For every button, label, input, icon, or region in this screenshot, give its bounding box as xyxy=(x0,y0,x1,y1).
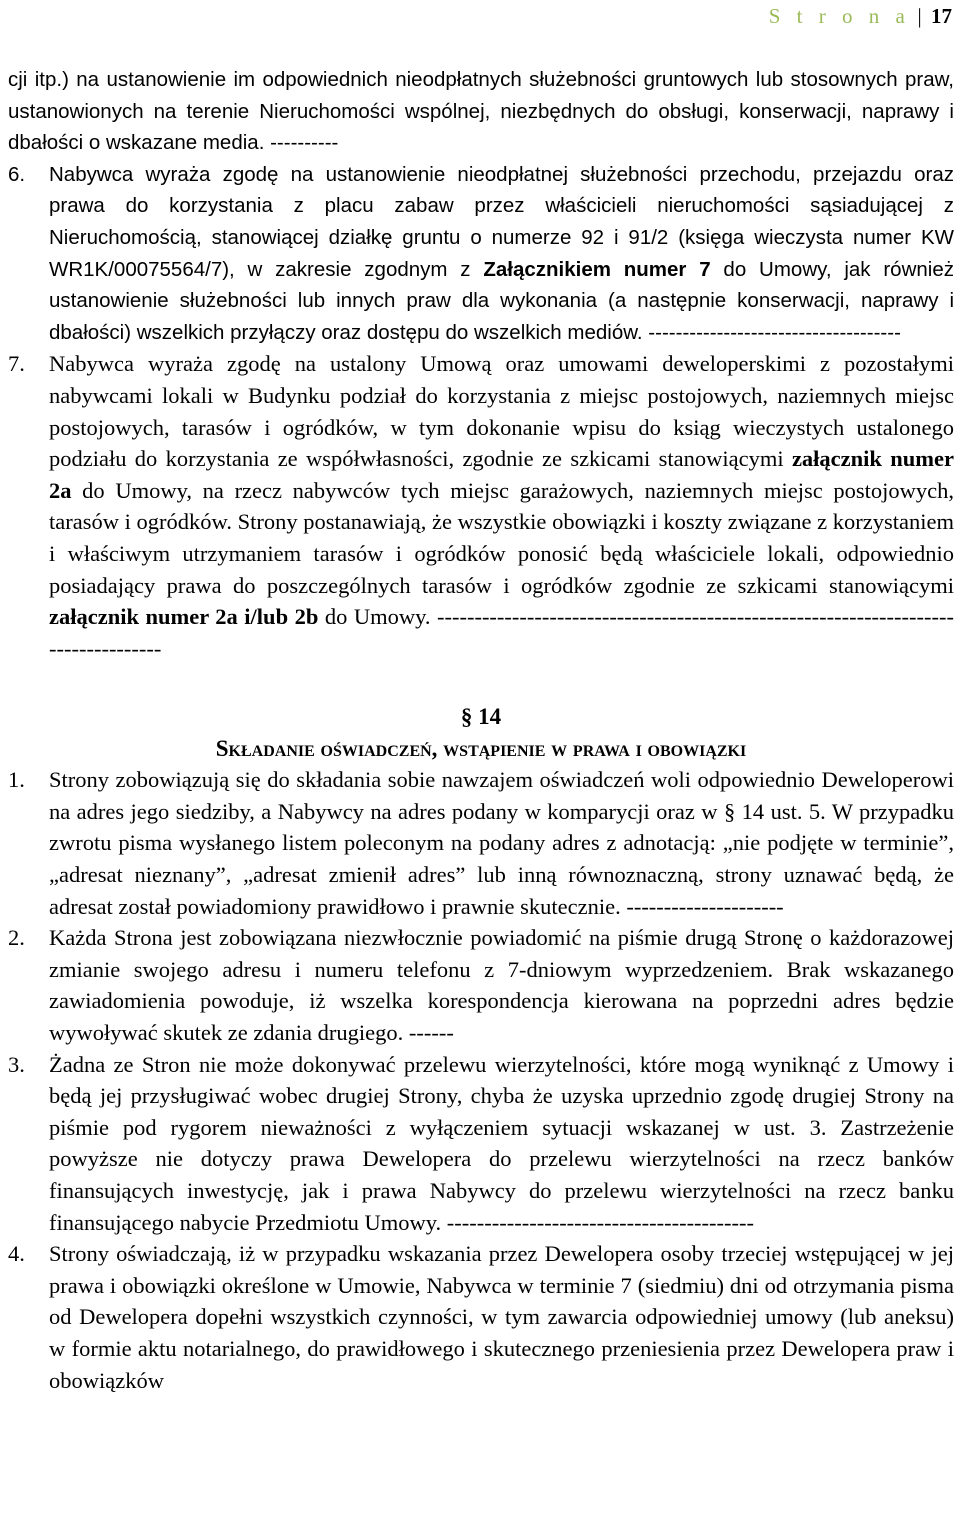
section-clause-1 xyxy=(8,764,954,922)
clause-6 xyxy=(8,159,954,349)
clause-number: 4. xyxy=(8,1241,25,1267)
section-clause-3 xyxy=(8,1049,954,1239)
clause-text: Nabywca wyraża zgodę na ustalony Umową oraz umowami deweloperskimi z pozostałymi nabywcami lokali w Budynku podział do korzystania z miejsc postojowych, naziemnych miejsc postojowych, tarasów i ogródków, w tym dokonanie wpisu do ksiąg wieczystych ustalonego podziału do korzystania ze współwłasności, zgodnie ze szkicami stanowiącymi xyxy=(49,351,954,472)
page-number: 17 xyxy=(931,4,952,28)
clause-number: 1. xyxy=(8,767,25,793)
clause-text: Nabywca wyraża zgodę na ustanowienie nieodpłatnej służebności przechodu, przejazdu oraz prawa do korzystania z placu zabaw przez właścicieli nieruchomości sąsiadującej z Nieruchomością, stanowiącej działkę gruntu o numerze 92 i 91/2 (księga wieczysta numer KW WR1K/00075564/7), w zakresie zgodnym z xyxy=(49,162,954,281)
page-label: S t r o n a xyxy=(768,4,911,28)
section-heading xyxy=(8,702,954,764)
clause-number: 6. xyxy=(8,162,26,186)
clause-text: Strony zobowiązują się do składania sobie nawzajem oświadczeń woli odpowiednio Deweloperowi na adres jego siedziby, a Nabywcy na adres podany w komparycji oraz w § 14 ust. 5. W przypadku zwrotu pisma wysłanego listem poleconym na podany adres z adnotacją: „nie podjęte w terminie”, „adresat nieznany”, „adresat zmienił adres” lub inną równoznaczną, strony uznawać będą, że adresat został powiadomiony prawidłowo i prawnie skutecznie. --------------------- xyxy=(49,767,954,919)
clause-bold-reference: Załącznikiem numer 7 xyxy=(483,257,711,281)
clause-text: Strony oświadczają, iż w przypadku wskazania przez Dewelopera osoby trzeciej wstępującej w jej prawa i obowiązki określone w Umowie, Nabywca w terminie 7 (siedmiu) dni od otrzymania pisma od Dewelopera dopełni wszystkich czynności, w tym zawarcia odpowiedniej umowy (lub aneksu) w formie aktu notarialnego, do prawidłowego i skutecznego przeniesienia przez Dewelopera praw i obowiązków xyxy=(49,1241,954,1393)
section-number: § 14 xyxy=(460,704,502,730)
clause-text: Każda Strona jest zobowiązana niezwłocznie powiadomić na piśmie drugą Stronę o każdorazowej zmianie swojego adresu i numeru telefonu z 7-dniowym wyprzedzeniem. Brak wskazanego zawiadomienia powoduje, iż wszelka korespondencja kierowana na poprzedni adres będzie wywoływać skutek ze zdania drugiego. ------ xyxy=(49,925,954,1046)
section-clause-4 xyxy=(8,1238,954,1396)
clause-text: do Umowy, na rzecz nabywców tych miejsc garażowych, naziemnych miejsc postojowych, tarasów i ogródków. Strony postanawiają, że wszystkie obowiązki i koszty związane z korzystaniem i właściwym utrzymaniem tarasów i ogródków ponosić będą właściciele lokali, odpowiednio posiadający prawa do poszczególnych tarasów i ogródków zgodnie ze szkicami stanowiącymi xyxy=(49,477,954,598)
page-separator: | xyxy=(917,4,922,28)
clause-number: 3. xyxy=(8,1051,25,1077)
clause-text: Żadna ze Stron nie może dokonywać przelewu wierzytelności, które mogą wyniknąć z Umowy i będą jej przysługiwać wobec drugiej Strony, chyba że uzyska uprzednio zgodę drugiej Strony na piśmie pod rygorem nieważności z wyłączeniem sytuacji wskazanej w ust. 3. Zastrzeżenie powyższe nie dotyczy prawa Dewelopera do przelewu wierzytelności na rzecz banków finansujących inwestycję, jak i prawa Nabywcy do przelewu wierzytelności na rzecz banku finansującego nabycie Przedmiotu Umowy. ----------------------------------------- xyxy=(49,1051,954,1235)
clause-7 xyxy=(8,348,954,664)
clause-number: 2. xyxy=(8,925,25,951)
section-clause-2 xyxy=(8,922,954,1048)
clause-bold-reference: załącznik numer 2a xyxy=(49,446,955,503)
page-header xyxy=(769,4,952,29)
clause-text: do Umowy, jak również ustanowienie służebności lub innych praw dla wykonania (a następnie konserwacji, naprawy i dbałości) wszelkich przyłączy oraz dostępu do wszelkich mediów. ------------------------------------- xyxy=(49,257,954,344)
continuation-paragraph: cji itp.) na ustanowienie im odpowiednich nieodpłatnych służebności gruntowych lub stosownych praw, ustanowionych na terenie Nieruchomości wspólnej, niezbędnych do obsługi, konserwacji, naprawy i dbałości o wskazane media. ---------- xyxy=(8,68,954,155)
clause-number: 7. xyxy=(8,351,25,377)
document-body xyxy=(8,64,954,1396)
section-title: Składanie oświadczeń, wstąpienie w prawa i obowiązki xyxy=(215,736,747,762)
clause-text: do Umowy. ------------------------------------------------------------------------------------ xyxy=(49,604,954,661)
clause-bold-reference: załącznik numer 2a i/lub 2b xyxy=(49,604,319,630)
